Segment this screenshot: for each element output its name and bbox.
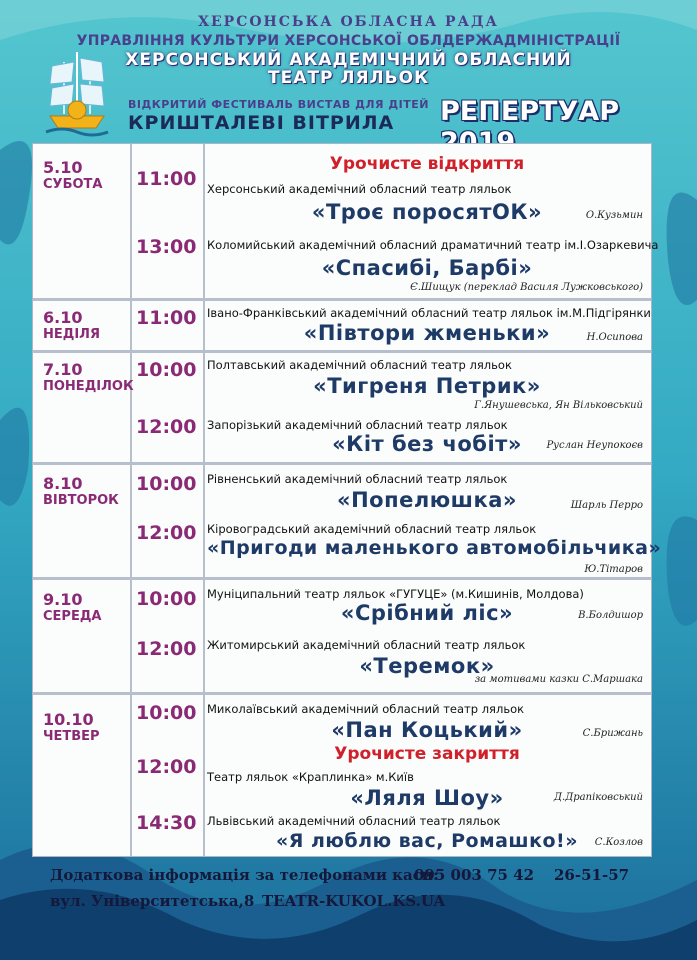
event-time: 10:00	[136, 702, 197, 724]
phone-2[interactable]: 26-51-57	[554, 866, 630, 884]
event-play: «Пан Коцький»	[331, 718, 523, 742]
event-play: «Кіт без чобіт»	[332, 432, 522, 456]
event-play: «Срібний ліс»	[340, 601, 514, 625]
event-theatre: Рівненський академічний обласний театр ляльок	[207, 472, 508, 486]
event-play: «Пригоди маленького автомобільчика»	[207, 537, 662, 559]
website-link[interactable]: TEATR-KUKOL.KS.UA	[262, 892, 446, 910]
day-date: 5.10	[43, 158, 83, 177]
event-time: 12:00	[136, 756, 197, 778]
event-theatre: Театр ляльок «Краплинка» м.Київ	[207, 770, 414, 784]
event-play: «Ляля Шоу»	[350, 786, 504, 810]
event-time: 14:30	[136, 812, 197, 834]
event-author: Є.Шищук (переклад Василя Лужковського)	[410, 282, 643, 293]
festival-name: КРИШТАЛЕВІ ВІТРИЛА	[128, 112, 395, 134]
event-author: Н.Осипова	[586, 332, 643, 343]
event-time: 10:00	[136, 588, 197, 610]
day-date: 9.10	[43, 590, 83, 609]
day-weekday: ПОНЕДІЛОК	[43, 379, 134, 394]
event-author: Д.Драпіковський	[553, 792, 643, 803]
event-play: «Спасибі, Барбі»	[321, 256, 533, 280]
event-author: Г.Янушевська, Ян Вільковський	[474, 400, 643, 411]
row-divider	[33, 462, 651, 465]
event-author: за мотивами казки С.Маршака	[474, 674, 643, 685]
day-cell	[43, 158, 102, 192]
event-author: Ю.Тітаров	[584, 564, 643, 575]
row-divider	[33, 298, 651, 301]
event-theatre: Житомирський академічний обласний театр ляльок	[207, 638, 526, 652]
event-time: 12:00	[136, 416, 197, 438]
event-theatre: Львівський академічний обласний театр ляльок	[207, 814, 501, 828]
event-theatre: Кіровоградський академічний обласний театр ляльок	[207, 522, 537, 536]
event-time: 13:00	[136, 236, 197, 258]
event-theatre: Запорізький академічний обласний театр ляльок	[207, 418, 508, 432]
day-date: 8.10	[43, 474, 83, 493]
day-cell	[43, 360, 134, 394]
event-theatre: Муніципальний театр ляльок «ГУГУЦЕ» (м.Кишинів, Молдова)	[207, 587, 584, 601]
event-play: «Теремок»	[359, 654, 495, 678]
day-cell	[43, 308, 100, 342]
day-cell	[43, 710, 100, 744]
event-theatre: Івано-Франківський академічний обласний театр ляльок ім.М.Підгірянки	[207, 306, 651, 320]
event-time: 10:00	[136, 473, 197, 495]
event-play: «Півтори жменьки»	[303, 321, 551, 345]
event-play: «Троє поросятОК»	[311, 200, 543, 224]
event-play: «Я люблю вас, Ромашко!»	[275, 830, 578, 852]
event-theatre: Миколаївський академічний обласний театр ляльок	[207, 702, 525, 716]
event-author: В.Болдишор	[578, 610, 643, 621]
event-theatre: Коломийський академічний обласний драматичний театр ім.І.Озаркевича	[207, 238, 659, 252]
column-divider	[203, 144, 205, 856]
phone-1[interactable]: 095 003 75 42	[414, 866, 535, 884]
event-play: «Тигреня Петрик»	[313, 374, 541, 398]
day-date: 10.10	[43, 710, 94, 729]
event-author: О.Кузьмин	[585, 210, 643, 221]
department-title: УПРАВЛІННЯ КУЛЬТУРИ ХЕРСОНСЬКОЇ ОБЛДЕРЖАДМІНІСТРАЦІЇ	[76, 33, 621, 49]
info-label: Додаткова інформація за телефонами каси:	[50, 866, 439, 884]
event-author: С.Козлов	[594, 837, 643, 848]
day-weekday: ЧЕТВЕР	[43, 729, 100, 744]
day-weekday: СУБОТА	[43, 177, 103, 192]
event-time: 10:00	[136, 359, 197, 381]
theatre-title-line2: ТЕАТР ЛЯЛЬОК	[268, 68, 429, 88]
event-time: 12:00	[136, 522, 197, 544]
event-author: Шарль Перро	[570, 500, 643, 511]
event-time: 12:00	[136, 638, 197, 660]
column-divider	[130, 144, 132, 856]
row-divider	[33, 577, 651, 580]
special-label-closing: Урочисте закриття	[334, 744, 520, 764]
council-title: ХЕРСОНСЬКА ОБЛАСНА РАДА	[198, 14, 499, 30]
day-cell	[43, 590, 101, 624]
event-theatre: Полтавський академічний обласний театр ляльок	[207, 358, 512, 372]
repertoire-title: РЕПЕРТУАР	[440, 96, 619, 127]
day-weekday: ВІВТОРОК	[43, 493, 119, 508]
day-weekday: СЕРЕДА	[43, 609, 102, 624]
row-divider	[33, 350, 651, 353]
special-label-opening: Урочисте відкриття	[329, 154, 525, 174]
event-author: С.Брижань	[582, 728, 643, 739]
event-time: 11:00	[136, 307, 197, 329]
day-date: 6.10	[43, 308, 83, 327]
festival-subtitle: ВІДКРИТИЙ ФЕСТИВАЛЬ ВИСТАВ ДЛЯ ДІТЕЙ	[128, 98, 429, 111]
event-play: «Попелюшка»	[337, 488, 517, 512]
schedule-table	[32, 143, 662, 857]
address: вул. Університетська,8	[50, 892, 255, 910]
theatre-title-line1: ХЕРСОНСЬКИЙ АКАДЕМІЧНИЙ ОБЛАСНИЙ	[125, 50, 572, 70]
day-weekday: НЕДІЛЯ	[43, 327, 100, 342]
event-theatre: Херсонський академічний обласний театр ляльок	[207, 182, 512, 196]
day-cell	[43, 474, 119, 508]
day-date: 7.10	[43, 360, 83, 379]
row-divider	[33, 692, 651, 695]
ship-logo-icon	[44, 48, 110, 138]
event-author: Руслан Неупокоєв	[546, 440, 643, 451]
event-time: 11:00	[136, 168, 197, 190]
